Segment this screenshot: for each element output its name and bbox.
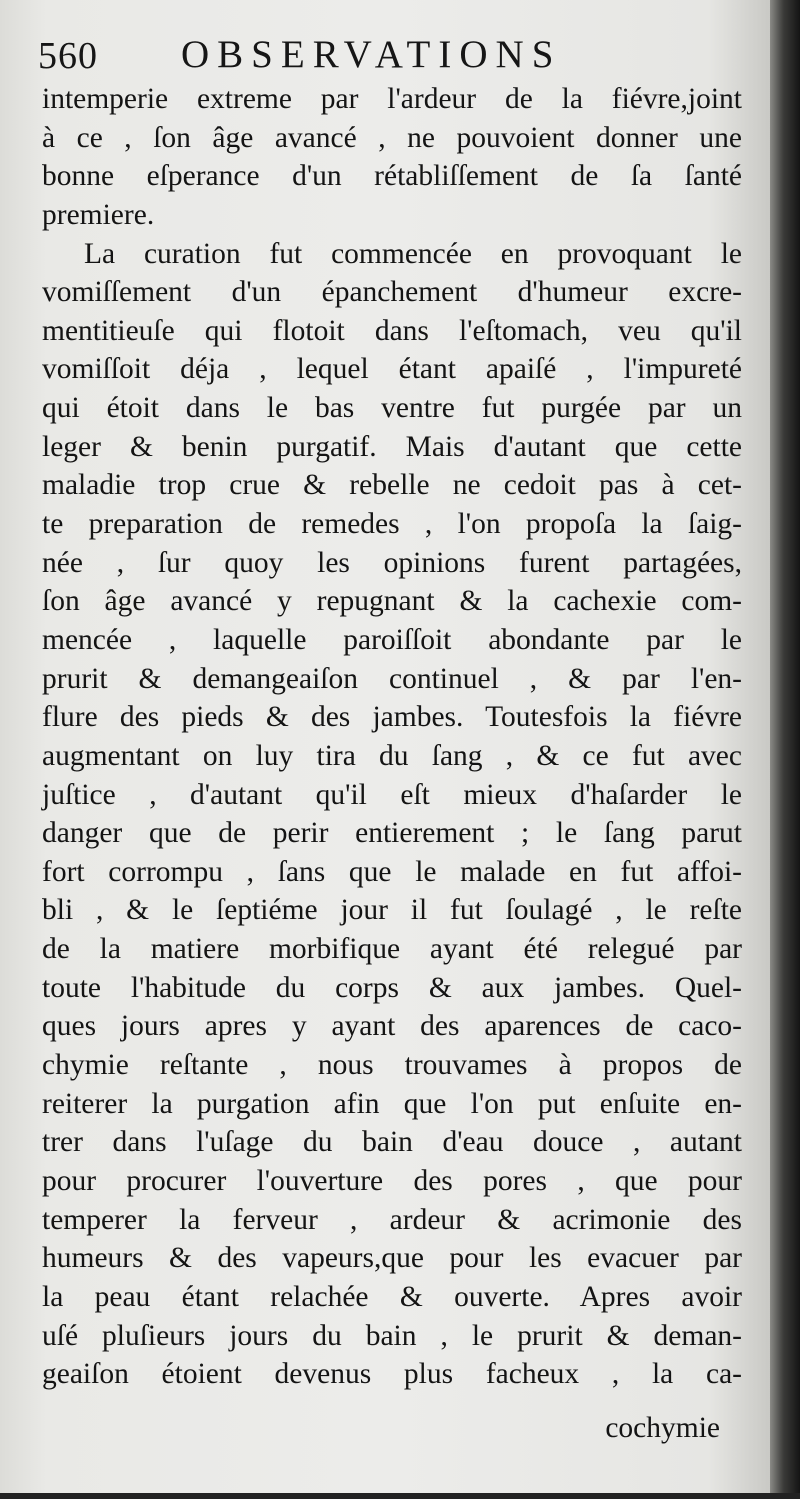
text-line: maladie trop crue & rebelle ne cedoit pas à cet- [42,469,742,502]
text-line: vomiſſoit déja , lequel étant apaiſé , l'impureté [42,353,742,386]
text-line: temperer la ferveur , ardeur & acrimonie des [42,1203,742,1236]
text-line: la peau étant relachée & ouverte. Apres avoir [42,1280,742,1313]
text-line: à ce , ſon âge avancé , ne pouvoient donner une [42,121,742,154]
text-line: augmentant on luy tira du ſang , & ce fut avec [42,739,742,772]
text-line: bonne eſperance d'un rétabliſſement de ſa ſanté [42,160,742,193]
text-line: vomiſſement d'un épanchement d'humeur excre- [42,276,742,309]
text-line: La curation fut commencée en provoquant le [84,237,742,270]
text-line: geaiſon étoient devenus plus facheux , la ca- [42,1358,742,1391]
page-header [38,28,738,80]
text-line: trer dans l'uſage du bain d'eau douce , autant [42,1126,742,1159]
text-line: bli , & le ſeptiéme jour il fut ſoulagé , le reſte [42,894,742,927]
text-line: mentitieuſe qui flotoit dans l'eſtomach, veu qu'il [42,314,742,347]
text-line: fort corrompu , ſans que le malade en fut affoi- [42,855,742,888]
text-line: prurit & demangeaiſon continuel , & par l'en- [42,662,742,695]
text-line: te preparation de remedes , l'on propoſa la ſaig- [42,508,742,541]
text-line: qui étoit dans le bas ventre fut purgée par un [42,392,742,425]
text-line: chymie reſtante , nous trouvames à propos de [42,1049,742,1082]
page-number: 560 [38,35,98,77]
text-line: ſon âge avancé y repugnant & la cachexie com- [42,585,742,618]
text-line: pour procurer l'ouverture des pores , que pour [42,1164,742,1197]
text-line: de la matiere morbifique ayant été relegué par [42,933,742,966]
page-bottom-edge [0,1493,800,1499]
running-head: OBSERVATIONS [181,33,562,76]
text-line: reiterer la purgation afin que l'on put enſuite en- [42,1087,742,1120]
text-line: juſtice , d'autant qu'il eſt mieux d'haſarder le [42,778,742,811]
text-line: ques jours apres y ayant des aparences de caco- [42,1010,742,1043]
body-text [42,80,742,1394]
text-line: premiere. [42,198,155,231]
text-line: leger & benin purgatif. Mais d'autant que cette [42,430,742,463]
text-line: intemperie extreme par l'ardeur de la fiévre,joint [42,83,742,115]
text-line: humeurs & des vapeurs,que pour les evacuer par [42,1242,742,1275]
text-line: mencée , laquelle paroiſſoit abondante par le [42,623,742,656]
text-line: toute l'habitude du corps & aux jambes. Quel- [42,971,742,1004]
book-spine-shadow [770,0,800,1499]
text-line: danger que de perir entierement ; le ſang parut [42,817,742,850]
catchword: cochymie [605,1412,720,1444]
text-line: flure des pieds & des jambes. Toutesfois la fiévre [42,701,742,734]
text-line: uſé pluſieurs jours du bain , le prurit & deman- [42,1319,742,1352]
text-line: née , ſur quoy les opinions furent partagées, [42,546,742,579]
